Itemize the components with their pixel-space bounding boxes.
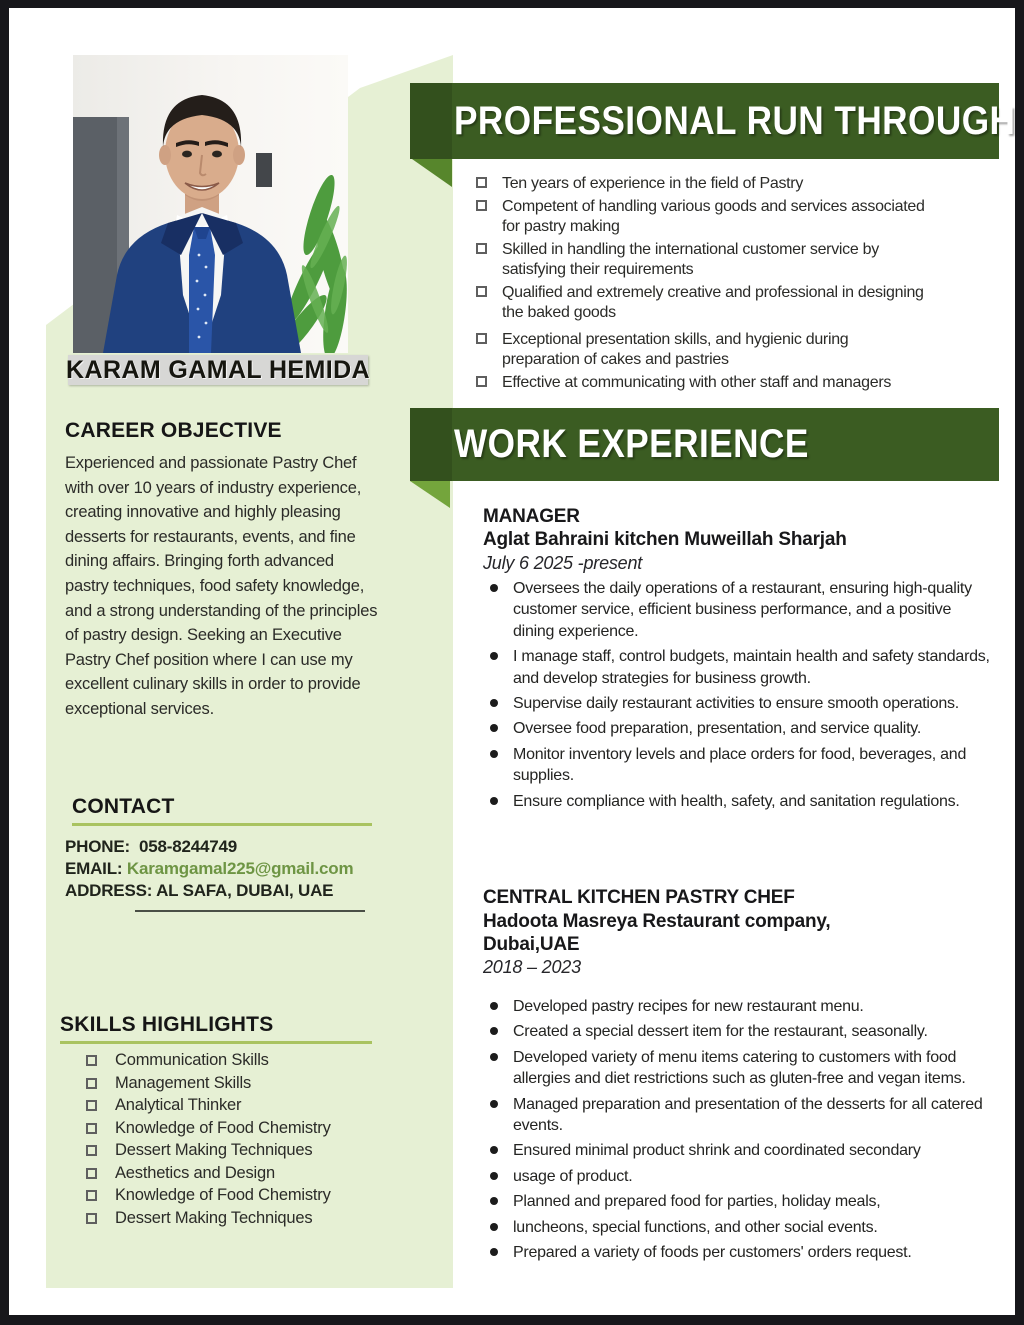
dot-bullet-icon <box>490 1248 498 1256</box>
professional-item: Competent of handling various goods and services associated for pastry making <box>476 197 926 238</box>
contact-underline <box>72 823 372 826</box>
professional-list <box>476 174 926 395</box>
job-bullet: I manage staff, control budgets, maintain health and safety standards, and develop strategies for business growth. <box>490 646 995 689</box>
checkbox-bullet-icon <box>476 200 487 211</box>
checkbox-bullet-icon <box>86 1123 97 1134</box>
dot-bullet-icon <box>490 724 498 732</box>
checkbox-bullet-icon <box>86 1190 97 1201</box>
professional-item: Effective at communicating with other staff and managers <box>476 373 926 394</box>
job-bullet: Supervise daily restaurant activities to ensure smooth operations. <box>490 693 995 714</box>
job1-role: MANAGER <box>483 506 580 527</box>
job-bullet: Ensure compliance with health, safety, and sanitation regulations. <box>490 791 995 812</box>
phone-line <box>65 836 395 858</box>
checkbox-bullet-icon <box>86 1145 97 1156</box>
email-line <box>65 858 395 880</box>
address-line <box>65 880 395 902</box>
dot-bullet-icon <box>490 699 498 707</box>
job-bullet: Ensured minimal product shrink and coordinated secondary <box>490 1140 1000 1161</box>
dot-bullet-icon <box>490 1223 498 1231</box>
job-bullet: Monitor inventory levels and place orders for food, beverages, and supplies. <box>490 744 995 787</box>
banner-fold-shade <box>410 408 452 481</box>
job2-company-line2: Dubai,UAE <box>483 934 580 955</box>
dot-bullet-icon <box>490 1100 498 1108</box>
checkbox-bullet-icon <box>476 286 487 297</box>
professional-item: Ten years of experience in the field of Pastry <box>476 174 926 195</box>
skill-item: Knowledge of Food Chemistry <box>86 1187 386 1205</box>
job2-bullet-list <box>490 996 1000 1267</box>
checkbox-bullet-icon <box>86 1168 97 1179</box>
job-bullet: Developed pastry recipes for new restaurant menu. <box>490 996 1000 1017</box>
checkbox-bullet-icon <box>86 1078 97 1089</box>
dot-bullet-icon <box>490 750 498 758</box>
contact-heading: CONTACT <box>72 795 175 818</box>
dot-bullet-icon <box>490 1027 498 1035</box>
job-bullet: Planned and prepared food for parties, holiday meals, <box>490 1191 1000 1212</box>
job-bullet: usage of product. <box>490 1166 1000 1187</box>
checkbox-bullet-icon <box>86 1055 97 1066</box>
checkbox-bullet-icon <box>476 243 487 254</box>
job-bullet: Oversees the daily operations of a restaurant, ensuring high-quality customer service, efficient business performance, and a positive dining experience. <box>490 578 995 642</box>
dot-bullet-icon <box>490 797 498 805</box>
job-bullet: Developed variety of menu items catering to customers with food allergies and diet restrictions such as gluten-free and vegan items. <box>490 1047 1000 1090</box>
address-label: ADDRESS: <box>65 881 153 900</box>
skill-item: Dessert Making Techniques <box>86 1142 386 1160</box>
professional-section-title: PROFESSIONAL RUN THROUGH <box>454 98 1016 143</box>
job1-bullet-list <box>490 578 995 816</box>
email-label: EMAIL: <box>65 859 123 878</box>
phone-label: PHONE: <box>65 837 130 856</box>
job-bullet: Created a special dessert item for the restaurant, seasonally. <box>490 1021 1000 1042</box>
work-experience-section-title: WORK EXPERIENCE <box>454 422 809 466</box>
checkbox-bullet-icon <box>476 177 487 188</box>
email-value: Karamgamal225@gmail.com <box>126 859 354 878</box>
skills-heading: SKILLS HIGHLIGHTS <box>60 1013 274 1036</box>
skills-list <box>86 1052 386 1232</box>
checkbox-bullet-icon <box>86 1100 97 1111</box>
job-bullet: Oversee food preparation, presentation, and service quality. <box>490 718 995 739</box>
job-bullet: Managed preparation and presentation of the desserts for all catered events. <box>490 1094 1000 1137</box>
dot-bullet-icon <box>490 652 498 660</box>
job2-role: CENTRAL KITCHEN PASTRY CHEF <box>483 887 795 908</box>
checkbox-bullet-icon <box>86 1213 97 1224</box>
dot-bullet-icon <box>490 1197 498 1205</box>
contact-divider <box>135 910 365 912</box>
skill-item: Aesthetics and Design <box>86 1165 386 1183</box>
dot-bullet-icon <box>490 1053 498 1061</box>
skill-item: Knowledge of Food Chemistry <box>86 1120 386 1138</box>
professional-item: Exceptional presentation skills, and hygienic during preparation of cakes and pastries <box>476 330 926 371</box>
career-objective-text: Experienced and passionate Pastry Chef with over 10 years of industry experience, creating innovative and highly pleasing desserts for restaurants, events, and fine dining affairs. Bringing forth advanced pastry techniques, food safety knowledge, and a strong understanding of the principles of pastry design. Seeking an Executive Pastry Chef position where I can use my excellent culinary skills in order to provide exceptional services. <box>65 454 378 718</box>
person-name: KARAM GAMAL HEMIDA <box>66 355 370 384</box>
job-bullet: luncheons, special functions, and other social events. <box>490 1217 1000 1238</box>
career-objective-heading: CAREER OBJECTIVE <box>65 419 282 442</box>
dot-bullet-icon <box>490 1146 498 1154</box>
skill-item: Dessert Making Techniques <box>86 1210 386 1228</box>
checkbox-bullet-icon <box>476 376 487 387</box>
dot-bullet-icon <box>490 1172 498 1180</box>
professional-item: Qualified and extremely creative and professional in designing the baked goods <box>476 283 926 324</box>
job-bullet: Prepared a variety of foods per customers' orders request. <box>490 1242 1000 1263</box>
professional-item: Skilled in handling the international customer service by satisfying their requirements <box>476 240 926 281</box>
profile-photo-illustration <box>73 55 348 353</box>
address-value: AL SAFA, DUBAI, UAE <box>156 881 334 900</box>
phone-value: 058-8244749 <box>138 837 237 856</box>
skill-item: Communication Skills <box>86 1052 386 1070</box>
skill-item: Analytical Thinker <box>86 1097 386 1115</box>
job1-company: Aglat Bahraini kitchen Muweillah Sharjah <box>483 529 847 550</box>
skill-item: Management Skills <box>86 1075 386 1093</box>
job2-company-line1: Hadoota Masreya Restaurant company, <box>483 911 831 932</box>
profile-photo <box>73 55 348 353</box>
dot-bullet-icon <box>490 1002 498 1010</box>
job2-dates: 2018 – 2023 <box>483 957 581 977</box>
checkbox-bullet-icon <box>476 333 487 344</box>
dot-bullet-icon <box>490 584 498 592</box>
name-banner <box>68 355 368 385</box>
work-experience-section-banner <box>410 408 999 481</box>
banner-fold-shade <box>410 83 452 159</box>
contact-details <box>65 836 395 902</box>
skills-underline <box>60 1041 372 1044</box>
job1-dates: July 6 2025 -present <box>483 553 643 573</box>
professional-section-banner <box>410 83 1016 159</box>
